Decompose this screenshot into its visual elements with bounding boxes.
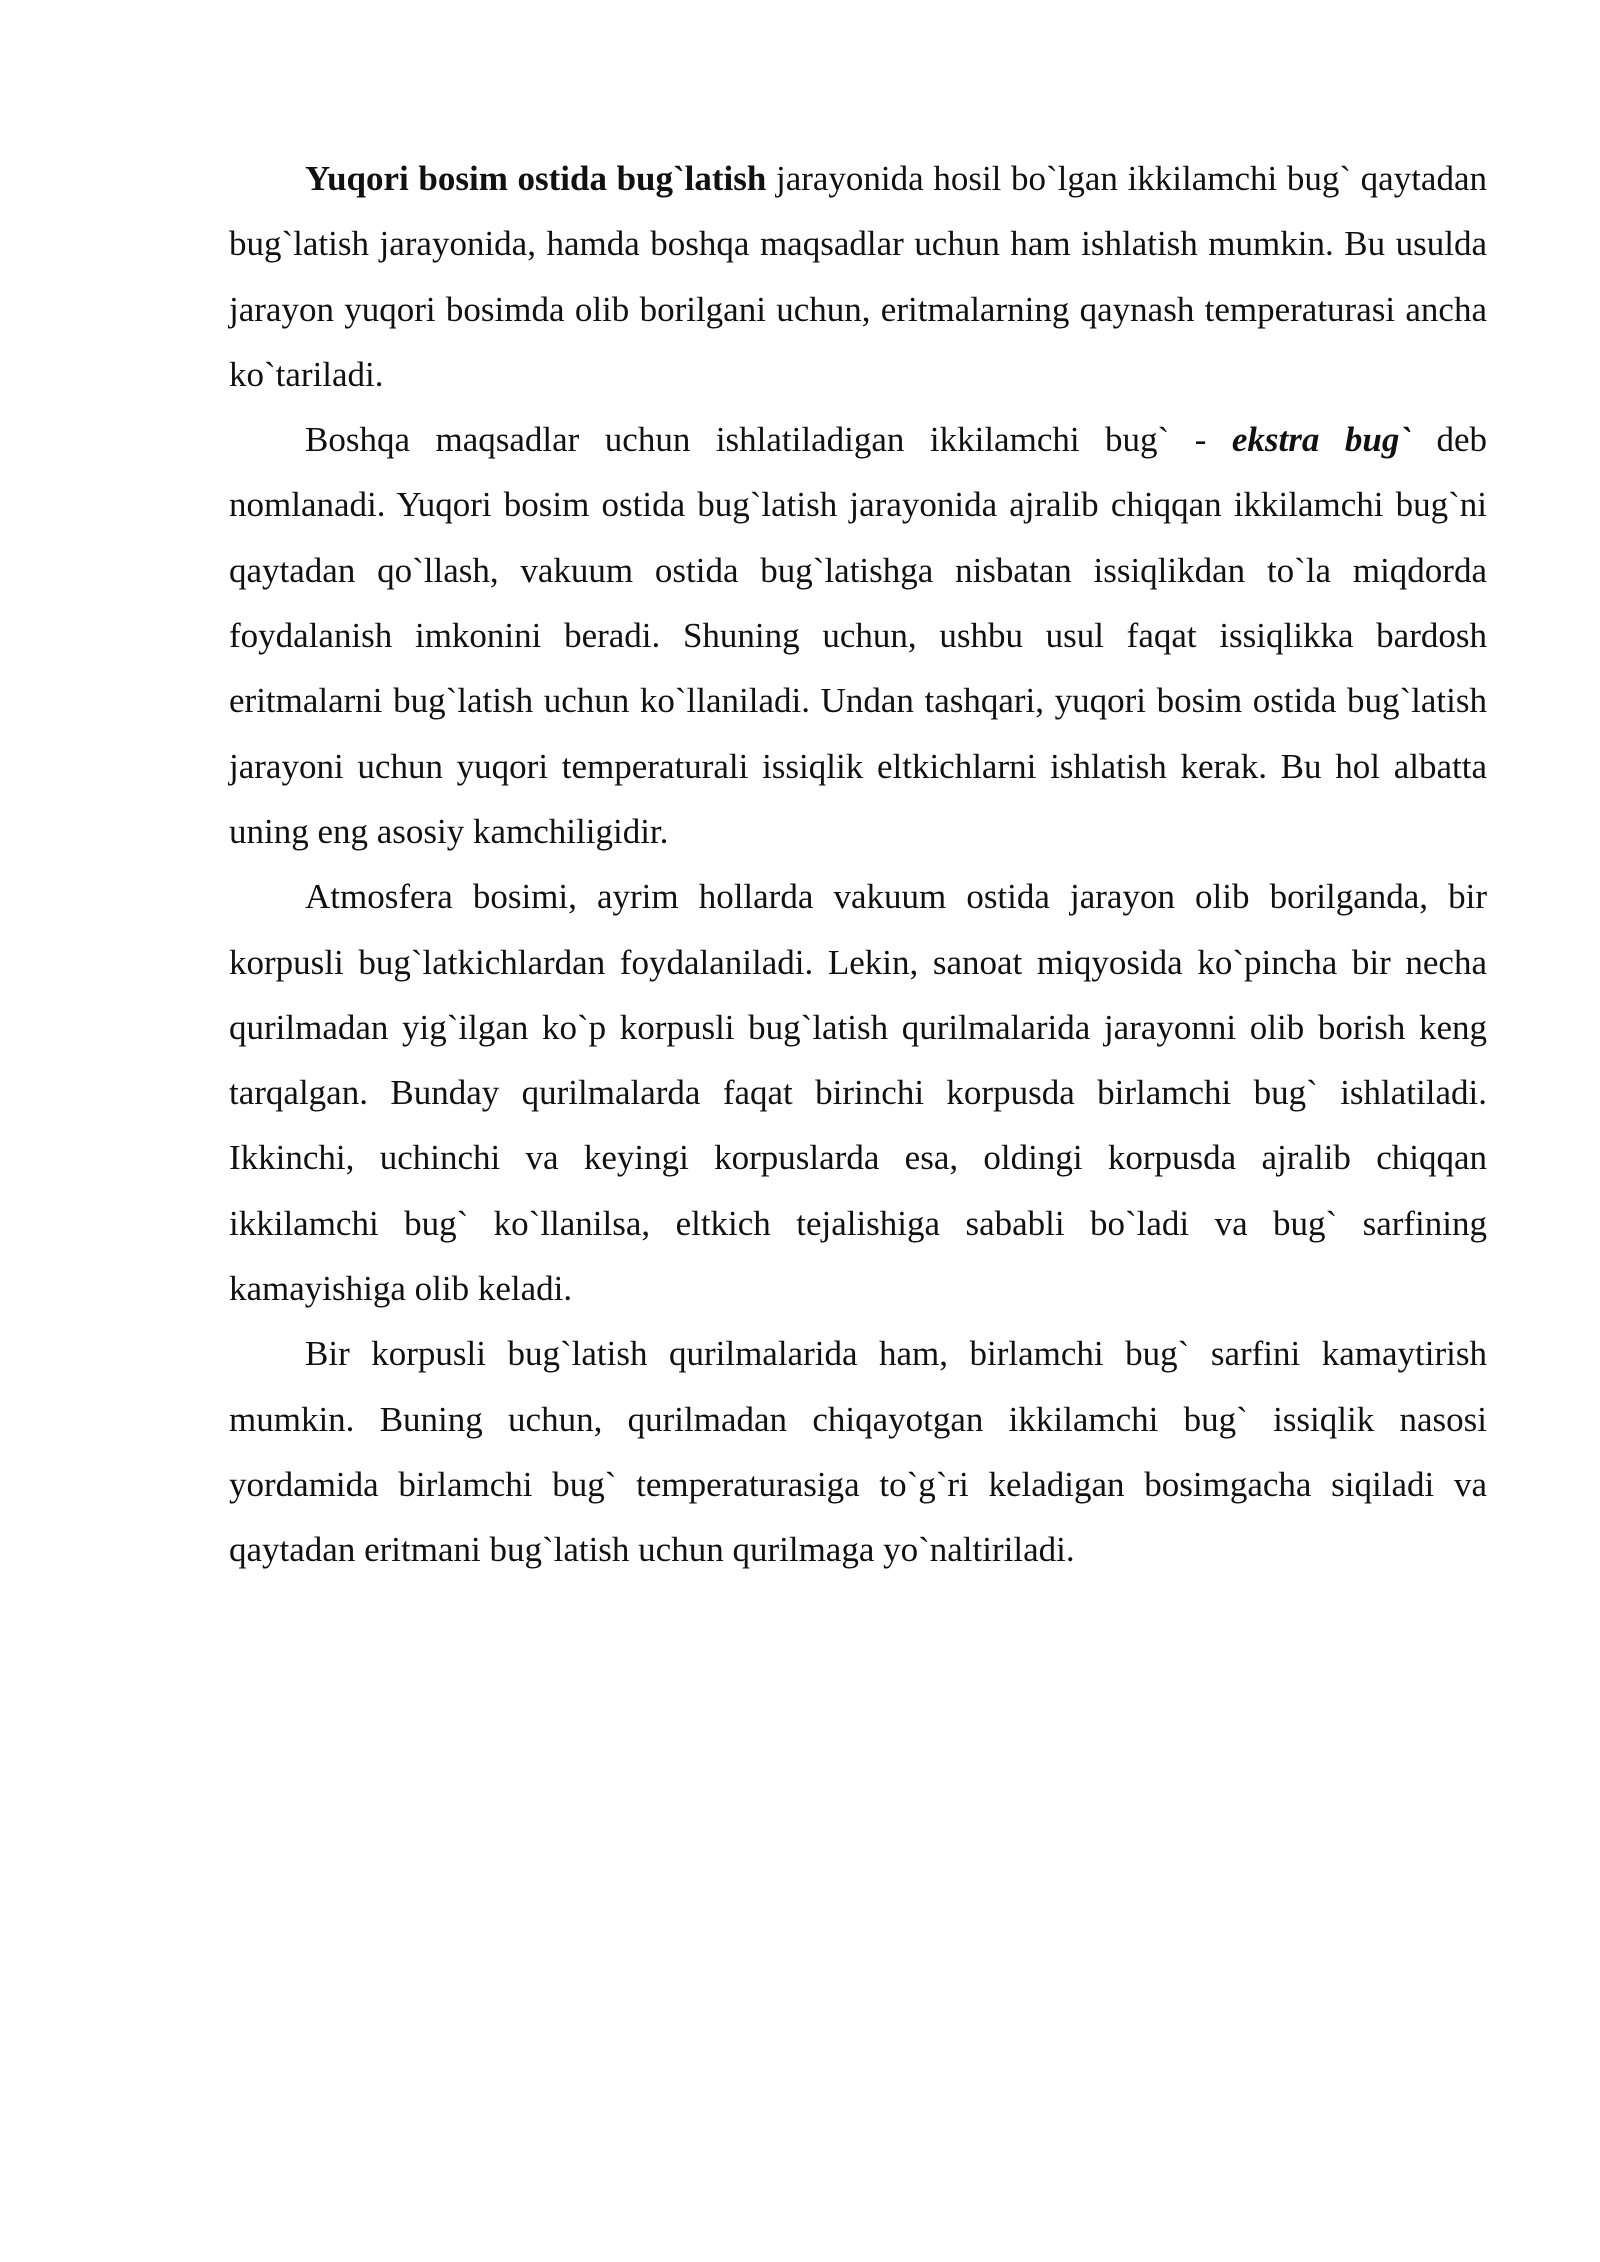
document-page: [229, 146, 1487, 1583]
paragraph-2-text-before: Boshqa maqsadlar uchun ishlatiladigan ikkilamchi bug` -: [305, 420, 1232, 460]
paragraph-4: [229, 1321, 1487, 1582]
paragraph-1-text: jarayonida hosil bo`lgan ikkilamchi bug` qaytadan bug`latish jarayonida, hamda boshqa maqsadlar uchun ham ishlatish mumkin. Bu usulda jarayon yuqori bosimda olib borilgani uchun, eritmalarning qaynash temperaturasi ancha ko`tariladi.: [229, 159, 1487, 394]
paragraph-2-text-after: deb nomlanadi. Yuqori bosim ostida bug`latish jarayonida ajralib chiqqan ikkilamchi bug`ni qaytadan qo`llash, vakuum ostida bug`latishga nisbatan issiqlikdan to`la miqdorda foydalanish imkonini beradi. Shuning uchun, ushbu usul faqat issiqlikka bardosh eritmalarni bug`latish uchun ko`llaniladi. Undan tashqari, yuqori bosim ostida bug`latish jarayoni uchun yuqori temperaturali issiqlik eltkichlarni ishlatish kerak. Bu hol albatta uning eng asosiy kamchiligidir.: [229, 420, 1487, 851]
paragraph-1: [229, 146, 1487, 407]
paragraph-3: [229, 864, 1487, 1321]
paragraph-2-emphasis: ekstra bug`: [1231, 420, 1411, 460]
paragraph-3-text: Atmosfera bosimi, ayrim hollarda vakuum ostida jarayon olib borilganda, bir korpusli bug`latkichlardan foydalaniladi. Lekin, sanoat miqyosida ko`pincha bir necha qurilmadan yig`ilgan ko`p korpusli bug`latish qurilmalarida jarayonni olib borish keng tarqalgan. Bunday qurilmalarda faqat birinchi korpusda birlamchi bug` ishlatiladi. Ikkinchi, uchinchi va keyingi korpuslarda esa, oldingi korpusda ajralib chiqqan ikkilamchi bug` ko`llanilsa, eltkich tejalishiga sababli bo`ladi va bug` sarfining kamayishiga olib keladi.: [229, 877, 1487, 1309]
paragraph-4-text: Bir korpusli bug`latish qurilmalarida ham, birlamchi bug` sarfini kamaytirish mumkin. Buning uchun, qurilmadan chiqayotgan ikkilamchi bug` issiqlik nasosi yordamida birlamchi bug` temperaturasiga to`g`ri keladigan bosimgacha siqiladi va qaytadan eritmani bug`latish uchun qurilmaga yo`naltiriladi.: [229, 1334, 1487, 1570]
paragraph-1-bold-lead: Yuqori bosim ostida bug`latish: [305, 159, 767, 198]
paragraph-2: [229, 407, 1487, 864]
